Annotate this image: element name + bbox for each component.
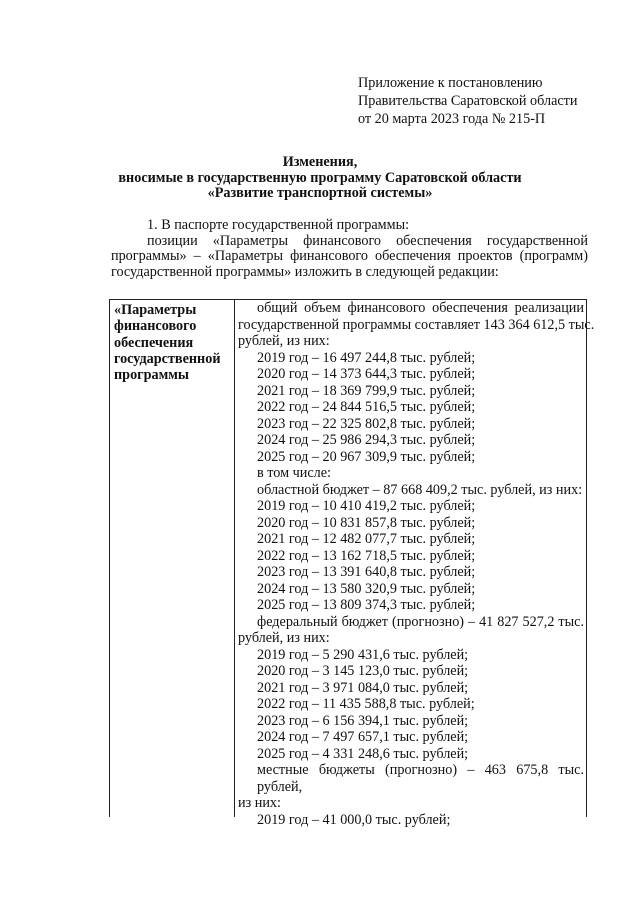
document-title <box>0 155 640 202</box>
year-line: 2022 год – 11 435 588,8 тыс. рублей; <box>257 696 475 712</box>
year-line: 2019 год – 10 410 419,2 тыс. рублей; <box>257 498 476 514</box>
year-line: 2025 год – 13 809 374,3 тыс. рублей; <box>257 597 476 613</box>
header-line: Правительства Саратовской области <box>358 93 578 109</box>
year-line: 2022 год – 13 162 718,5 тыс. рублей; <box>257 547 476 564</box>
year-line: 2023 год – 13 391 640,8 тыс. рублей; <box>257 564 476 580</box>
year-line: 2025 год – 4 331 248,6 тыс. рублей; <box>257 745 469 762</box>
header-line: от 20 марта 2023 года № 215-П <box>358 111 546 127</box>
year-line: 2022 год – 24 844 516,5 тыс. рублей; <box>257 399 476 415</box>
federal-line: рублей, из них: <box>238 630 330 646</box>
left-cell-line: обеспечения <box>114 334 194 351</box>
total-line: государственной программы составляет 143 364 612,5 тыс. <box>238 316 595 333</box>
year-line: 2019 год – 41 000,0 тыс. рублей; <box>257 811 451 828</box>
intro-paragraph-line: программы» – «Параметры финансового обеспечения проектов (программ) <box>111 248 588 264</box>
title-line: Изменения, <box>282 154 358 170</box>
document-header <box>358 74 577 128</box>
year-line: 2023 год – 6 156 394,1 тыс. рублей; <box>257 712 469 729</box>
intro-section <box>111 218 588 280</box>
intro-item: 1. В паспорте государственной программы: <box>147 217 410 233</box>
year-line: 2020 год – 3 145 123,0 тыс. рублей; <box>257 663 469 679</box>
federal-line: федеральный бюджет (прогнозно) – 41 827 527,2 тыс. <box>257 613 584 630</box>
year-line: 2024 год – 7 497 657,1 тыс. рублей; <box>257 729 469 745</box>
regional-line: областной бюджет – 87 668 409,2 тыс. рублей, из них: <box>257 481 583 498</box>
year-line: 2023 год – 22 325 802,8 тыс. рублей; <box>257 415 476 432</box>
year-line: 2019 год – 16 497 244,8 тыс. рублей; <box>257 349 476 366</box>
intro-paragraph-line: государственной программы» изложить в следующей редакции: <box>111 263 499 280</box>
title-line: вносимые в государственную программу Саратовской области <box>118 169 522 186</box>
year-line: 2024 год – 13 580 320,9 тыс. рублей; <box>257 580 476 597</box>
in-that-line: в том числе: <box>257 465 331 481</box>
year-line: 2021 год – 18 369 799,9 тыс. рублей; <box>257 382 476 399</box>
total-line: рублей, из них: <box>238 333 330 349</box>
title-line: «Развитие транспортной системы» <box>207 185 433 201</box>
left-cell-line: финансового <box>114 318 197 335</box>
year-line: 2019 год – 5 290 431,6 тыс. рублей; <box>257 646 469 663</box>
total-line: общий объем финансового обеспечения реализации <box>257 300 584 316</box>
intro-paragraph-line: позиции «Параметры финансового обеспечения государственной <box>147 232 588 249</box>
year-line: 2020 год – 10 831 857,8 тыс. рублей; <box>257 514 476 531</box>
local-line: местные бюджеты (прогнозно) – 463 675,8 тыс. рублей, <box>257 762 584 795</box>
header-line: Приложение к постановлению <box>358 75 543 91</box>
year-line: 2024 год – 25 986 294,3 тыс. рублей; <box>257 432 476 448</box>
year-line: 2025 год – 20 967 309,9 тыс. рублей; <box>257 448 476 465</box>
table-left-cell <box>114 302 232 383</box>
table-column-divider <box>234 300 235 817</box>
left-cell-line: государственной <box>114 350 221 367</box>
year-line: 2021 год – 12 482 077,7 тыс. рублей; <box>257 531 476 547</box>
left-cell-line: «Параметры <box>114 302 197 318</box>
table-right-cell <box>238 300 595 828</box>
left-cell-line: программы <box>114 367 189 384</box>
year-line: 2020 год – 14 373 644,3 тыс. рублей; <box>257 366 476 382</box>
local-line: из них: <box>238 795 281 811</box>
parameters-table <box>109 299 595 828</box>
year-line: 2021 год – 3 971 084,0 тыс. рублей; <box>257 679 469 696</box>
